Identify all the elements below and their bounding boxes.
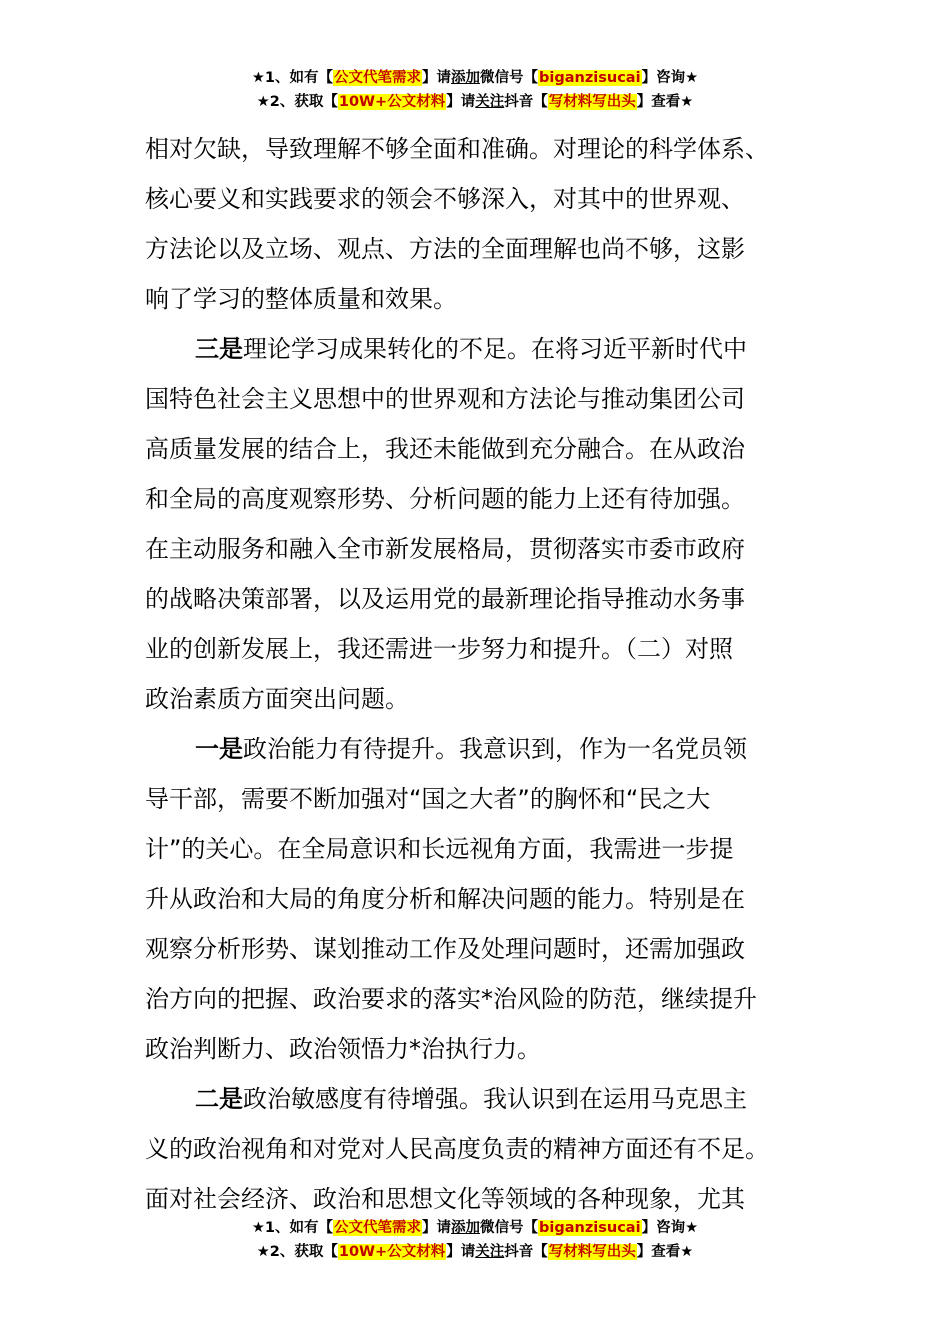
banner-text: 】请 bbox=[422, 70, 452, 86]
banner-text: 】咨询★ bbox=[641, 70, 699, 86]
paragraph-2 bbox=[145, 324, 805, 724]
text-line: 面对社会经济、政治和思想文化等领域的各种现象，尤其 bbox=[145, 1185, 745, 1213]
text-line: 政治素质方面突出问题。 bbox=[145, 685, 409, 713]
banner-text: ★2、获取【 bbox=[256, 94, 338, 110]
banner-wechat-id: biganzisucai bbox=[539, 70, 641, 86]
text-line: 在主动服务和融入全市新发展格局，贯彻落实市委市政府 bbox=[145, 535, 745, 563]
banner-text: ★1、如有【 bbox=[251, 70, 334, 86]
text-line: 治方向的把握、政治要求的落实*治风险的防范，继续提升 bbox=[145, 985, 757, 1013]
text-line: 核心要义和实践要求的领会不够深入，对其中的世界观、 bbox=[145, 185, 745, 213]
banner-wechat-id: biganzisucai bbox=[539, 1220, 641, 1236]
text-line: 义的政治视角和对党对人民高度负责的精神方面还有不足。 bbox=[145, 1135, 769, 1163]
banner-text: ★1、如有【 bbox=[251, 1220, 334, 1236]
banner-douyin-id: 写材料写出头 bbox=[548, 94, 636, 110]
banner-highlight: 10W+公文材料 bbox=[338, 1244, 446, 1260]
footer-banner bbox=[0, 1216, 950, 1264]
text-line: 观察分析形势、谋划推动工作及处理问题时，还需加强政 bbox=[145, 935, 745, 963]
text-line bbox=[145, 324, 805, 374]
banner-line-1 bbox=[0, 66, 950, 90]
text-line: 的战略决策部署，以及运用党的最新理论指导推动水务事 bbox=[145, 585, 745, 613]
paragraph-lead: 一是 bbox=[195, 735, 243, 763]
banner-emphasis: 关注 bbox=[475, 94, 505, 110]
banner-emphasis: 关注 bbox=[475, 1244, 505, 1260]
banner-highlight: 10W+公文材料 bbox=[338, 94, 446, 110]
banner-line-1 bbox=[0, 1216, 950, 1240]
banner-text: 抖音【 bbox=[504, 1244, 548, 1260]
banner-text: 微信号【 bbox=[480, 70, 539, 86]
paragraph-4 bbox=[145, 1074, 805, 1224]
paragraph-lead: 二是 bbox=[195, 1085, 243, 1113]
paragraph-lead: 三是 bbox=[195, 335, 243, 363]
banner-highlight: 公文代笔需求 bbox=[334, 70, 422, 86]
text-line: 业的创新发展上，我还需进一步努力和提升。（二）对照 bbox=[145, 635, 733, 663]
banner-text: ★2、获取【 bbox=[256, 1244, 338, 1260]
text-line: 和全局的高度观察形势、分析问题的能力上还有待加强。 bbox=[145, 485, 745, 513]
banner-text: 】请 bbox=[446, 94, 476, 110]
banner-text: 】请 bbox=[422, 1220, 452, 1236]
document-body bbox=[145, 124, 805, 1224]
text-run: 政治敏感度有待增强。我认识到在运用马克思主 bbox=[243, 1085, 747, 1113]
text-line bbox=[145, 724, 805, 774]
text-line: 国特色社会主义思想中的世界观和方法论与推动集团公司 bbox=[145, 385, 745, 413]
banner-text: 】咨询★ bbox=[641, 1220, 699, 1236]
banner-text: 】查看★ bbox=[636, 94, 694, 110]
text-line: 计”的关心。在全局意识和长远视角方面，我需进一步提 bbox=[145, 835, 734, 863]
text-line: 导干部，需要不断加强对“国之大者”的胸怀和“民之大 bbox=[145, 785, 711, 813]
banner-highlight: 公文代笔需求 bbox=[334, 1220, 422, 1236]
paragraph-1 bbox=[145, 124, 805, 324]
banner-emphasis: 添加 bbox=[451, 70, 481, 86]
banner-line-2 bbox=[0, 90, 950, 114]
text-line: 响了学习的整体质量和效果。 bbox=[145, 285, 457, 313]
text-run: 理论学习成果转化的不足。在将习近平新时代中 bbox=[243, 335, 747, 363]
text-line bbox=[145, 1074, 805, 1124]
paragraph-3 bbox=[145, 724, 805, 1074]
banner-text: 】请 bbox=[446, 1244, 476, 1260]
text-line: 方法论以及立场、观点、方法的全面理解也尚不够，这影 bbox=[145, 235, 745, 263]
banner-text: 】查看★ bbox=[636, 1244, 694, 1260]
banner-line-2 bbox=[0, 1240, 950, 1264]
banner-text: 抖音【 bbox=[504, 94, 548, 110]
banner-emphasis: 添加 bbox=[451, 1220, 481, 1236]
text-line: 政治判断力、政治领悟力*治执行力。 bbox=[145, 1035, 541, 1063]
banner-douyin-id: 写材料写出头 bbox=[548, 1244, 636, 1260]
header-banner bbox=[0, 66, 950, 114]
text-line: 相对欠缺，导致理解不够全面和准确。对理论的科学体系、 bbox=[145, 135, 769, 163]
text-line: 升从政治和大局的角度分析和解决问题的能力。特别是在 bbox=[145, 885, 745, 913]
text-line: 高质量发展的结合上，我还未能做到充分融合。在从政治 bbox=[145, 435, 745, 463]
text-run: 政治能力有待提升。我意识到，作为一名党员领 bbox=[243, 735, 747, 763]
banner-text: 微信号【 bbox=[480, 1220, 539, 1236]
